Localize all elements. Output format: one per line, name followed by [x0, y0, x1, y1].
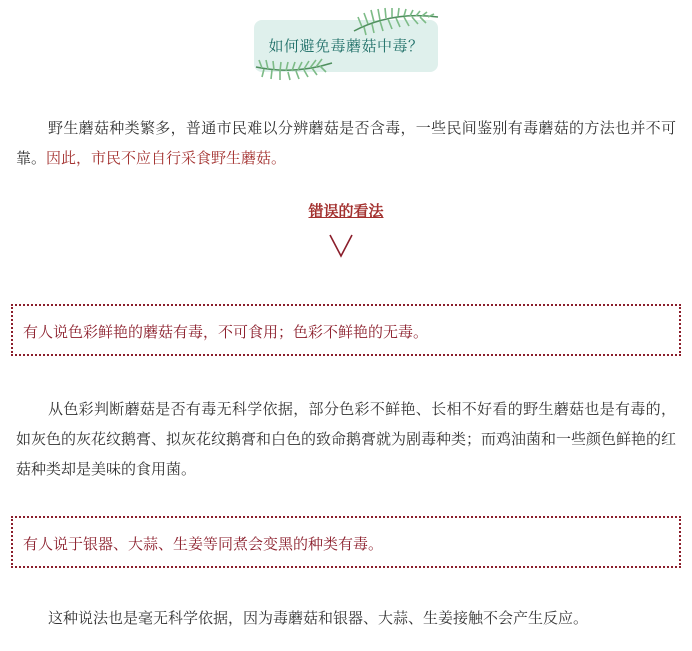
palm-leaf-icon	[352, 7, 440, 37]
myth-explanation: 这种说法也是毫无科学依据，因为毒蘑菇和银器、大蒜、生姜接触不会产生反应。	[48, 609, 589, 627]
chevron-down-icon	[328, 233, 354, 259]
intro-highlight: 因此，市民不应自行采食野生蘑菇。	[46, 149, 287, 167]
myth-box	[11, 516, 681, 568]
intro-paragraph	[16, 113, 676, 173]
myth-explanation: 从色彩判断蘑菇是否有毒无科学依据，部分色彩不鲜艳、长相不好看的野生蘑菇也是有毒的，如灰色的灰花纹鹅膏、拟灰花纹鹅膏和白色的致命鹅膏就为剧毒种类；而鸡油菌和一些颜色鲜艳的红菇种类却是美味的食用菌。	[16, 400, 677, 478]
myth-box	[11, 304, 681, 356]
intro-text: 野生蘑菇种类繁多，普通市民难以分辨蘑菇是否含毒，一些民间鉴别有毒蘑菇的方法也并不可靠。	[16, 119, 676, 167]
myth-claim: 有人说色彩鲜艳的蘑菇有毒，不可食用；色彩不鲜艳的无毒。	[23, 323, 429, 341]
palm-leaf-icon	[254, 57, 334, 81]
myth-claim: 有人说于银器、大蒜、生姜等同煮会变黑的种类有毒。	[23, 535, 384, 553]
page-title: 如何避免毒蘑菇中毒？	[268, 37, 424, 55]
title-banner	[254, 7, 440, 77]
section-heading: 错误的看法	[308, 202, 384, 220]
